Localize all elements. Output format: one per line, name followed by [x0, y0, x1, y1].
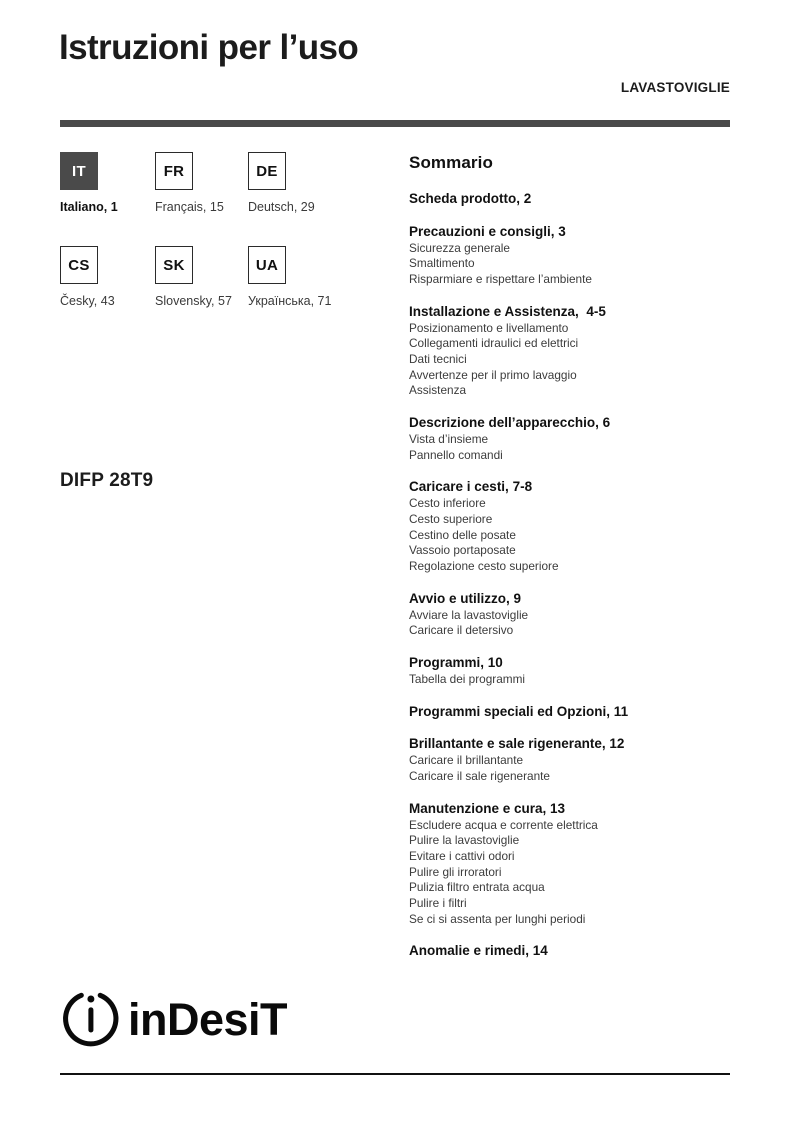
- toc-sub-item[interactable]: Pulire gli irroratori: [409, 864, 502, 879]
- toc-sub-item[interactable]: Tabella dei programmi: [409, 671, 526, 686]
- toc-heading[interactable]: Anomalie e rimedi, 14: [409, 943, 548, 959]
- language-row: [60, 152, 390, 246]
- toc-heading[interactable]: Descrizione dell’apparecchio, 6: [409, 415, 611, 431]
- toc-sub-item[interactable]: Avvertenze per il primo lavaggio: [409, 367, 577, 382]
- footer-divider: [60, 1073, 730, 1075]
- toc-section: [409, 704, 749, 721]
- toc-sub-item[interactable]: Vista d’insieme: [409, 432, 489, 446]
- toc-heading[interactable]: Programmi speciali ed Opzioni, 11: [409, 703, 629, 719]
- toc-sub-item[interactable]: Cesto superiore: [409, 511, 493, 526]
- toc-section: [409, 304, 749, 399]
- summary-toc: [409, 153, 749, 976]
- language-caption-cs: Česky, 43: [60, 294, 115, 308]
- toc-sub-item[interactable]: Regolazione cesto superiore: [409, 559, 559, 573]
- toc-sub-item[interactable]: Dati tecnici: [409, 352, 467, 367]
- toc-sub-item[interactable]: Pulire i filtri: [409, 895, 467, 910]
- toc-section: [409, 655, 749, 688]
- toc-heading[interactable]: Precauzioni e consigli, 3: [409, 223, 566, 239]
- toc-sub-item[interactable]: Pannello comandi: [409, 447, 503, 462]
- toc-sub-item[interactable]: Pulizia filtro entrata acqua: [409, 880, 545, 895]
- language-caption-sk: Slovensky, 57: [155, 294, 232, 308]
- toc-sub-item[interactable]: Vassoio portaposate: [409, 543, 516, 558]
- toc-section: [409, 191, 749, 208]
- language-selector: [60, 152, 390, 340]
- language-box-cs[interactable]: CS: [60, 246, 98, 284]
- toc-section: [409, 224, 749, 288]
- toc-section: [409, 591, 749, 639]
- toc-heading[interactable]: Programmi, 10: [409, 654, 503, 670]
- language-caption-fr: Français, 15: [155, 200, 224, 214]
- toc-heading[interactable]: Installazione e Assistenza, 4-5: [409, 303, 606, 319]
- toc-sub-item[interactable]: Sicurezza generale: [409, 240, 510, 255]
- toc-sub-item[interactable]: Assistenza: [409, 383, 467, 398]
- toc-section: [409, 415, 749, 463]
- model-code: DIFP 28T9: [60, 470, 154, 491]
- toc-sub-item[interactable]: Posizionamento e livellamento: [409, 320, 569, 335]
- language-caption-ua: Українська, 71: [248, 294, 332, 308]
- summary-title: Sommario: [409, 153, 493, 172]
- toc-sub-item[interactable]: Caricare il detersivo: [409, 623, 514, 638]
- toc-sub-item[interactable]: Avviare la lavastoviglie: [409, 607, 529, 622]
- toc-sub-item[interactable]: Escludere acqua e corrente elettrica: [409, 817, 598, 832]
- toc-section: [409, 736, 749, 784]
- toc-sub-item[interactable]: Evitare i cattivi odori: [409, 848, 515, 863]
- appliance-type-label: LAVASTOVIGLIE: [620, 80, 730, 95]
- toc-heading[interactable]: Caricare i cesti, 7-8: [409, 479, 533, 495]
- toc-sub-item[interactable]: Risparmiare e rispettare l’ambiente: [409, 272, 592, 287]
- toc-heading[interactable]: Brillantante e sale rigenerante, 12: [409, 736, 625, 752]
- toc-sub-item[interactable]: Caricare il sale rigenerante: [409, 768, 550, 783]
- indesit-circle-i-icon: [60, 986, 122, 1048]
- toc-sub-item[interactable]: Caricare il brillantante: [409, 753, 524, 768]
- toc-heading[interactable]: Scheda prodotto, 2: [409, 191, 532, 206]
- language-box-de[interactable]: DE: [248, 152, 286, 190]
- language-box-it[interactable]: IT: [60, 152, 98, 190]
- toc-heading[interactable]: Manutenzione e cura, 13: [409, 800, 566, 816]
- toc-section: [409, 801, 749, 928]
- language-box-fr[interactable]: FR: [155, 152, 193, 190]
- toc-heading[interactable]: Avvio e utilizzo, 9: [409, 590, 522, 606]
- language-row: [60, 246, 390, 340]
- language-box-ua[interactable]: UA: [248, 246, 286, 284]
- toc-section: [409, 943, 749, 960]
- toc-sub-item[interactable]: Se ci si assenta per lunghi periodi: [409, 911, 586, 926]
- page-title: Istruzioni per l’uso: [59, 28, 359, 67]
- toc-sub-item[interactable]: Collegamenti idraulici ed elettrici: [409, 336, 579, 351]
- language-caption-de: Deutsch, 29: [248, 200, 315, 214]
- language-caption-it: Italiano, 1: [60, 200, 118, 214]
- header-divider: [60, 120, 730, 127]
- brand-logo: [60, 986, 287, 1048]
- toc-section: [409, 479, 749, 574]
- toc-sub-item[interactable]: Cesto inferiore: [409, 496, 486, 511]
- language-box-sk[interactable]: SK: [155, 246, 193, 284]
- toc-sub-item[interactable]: Smaltimento: [409, 256, 475, 271]
- toc-sub-item[interactable]: Cestino delle posate: [409, 527, 516, 542]
- toc-sub-item[interactable]: Pulire la lavastoviglie: [409, 833, 520, 848]
- brand-wordmark: inDesiT: [128, 993, 288, 1045]
